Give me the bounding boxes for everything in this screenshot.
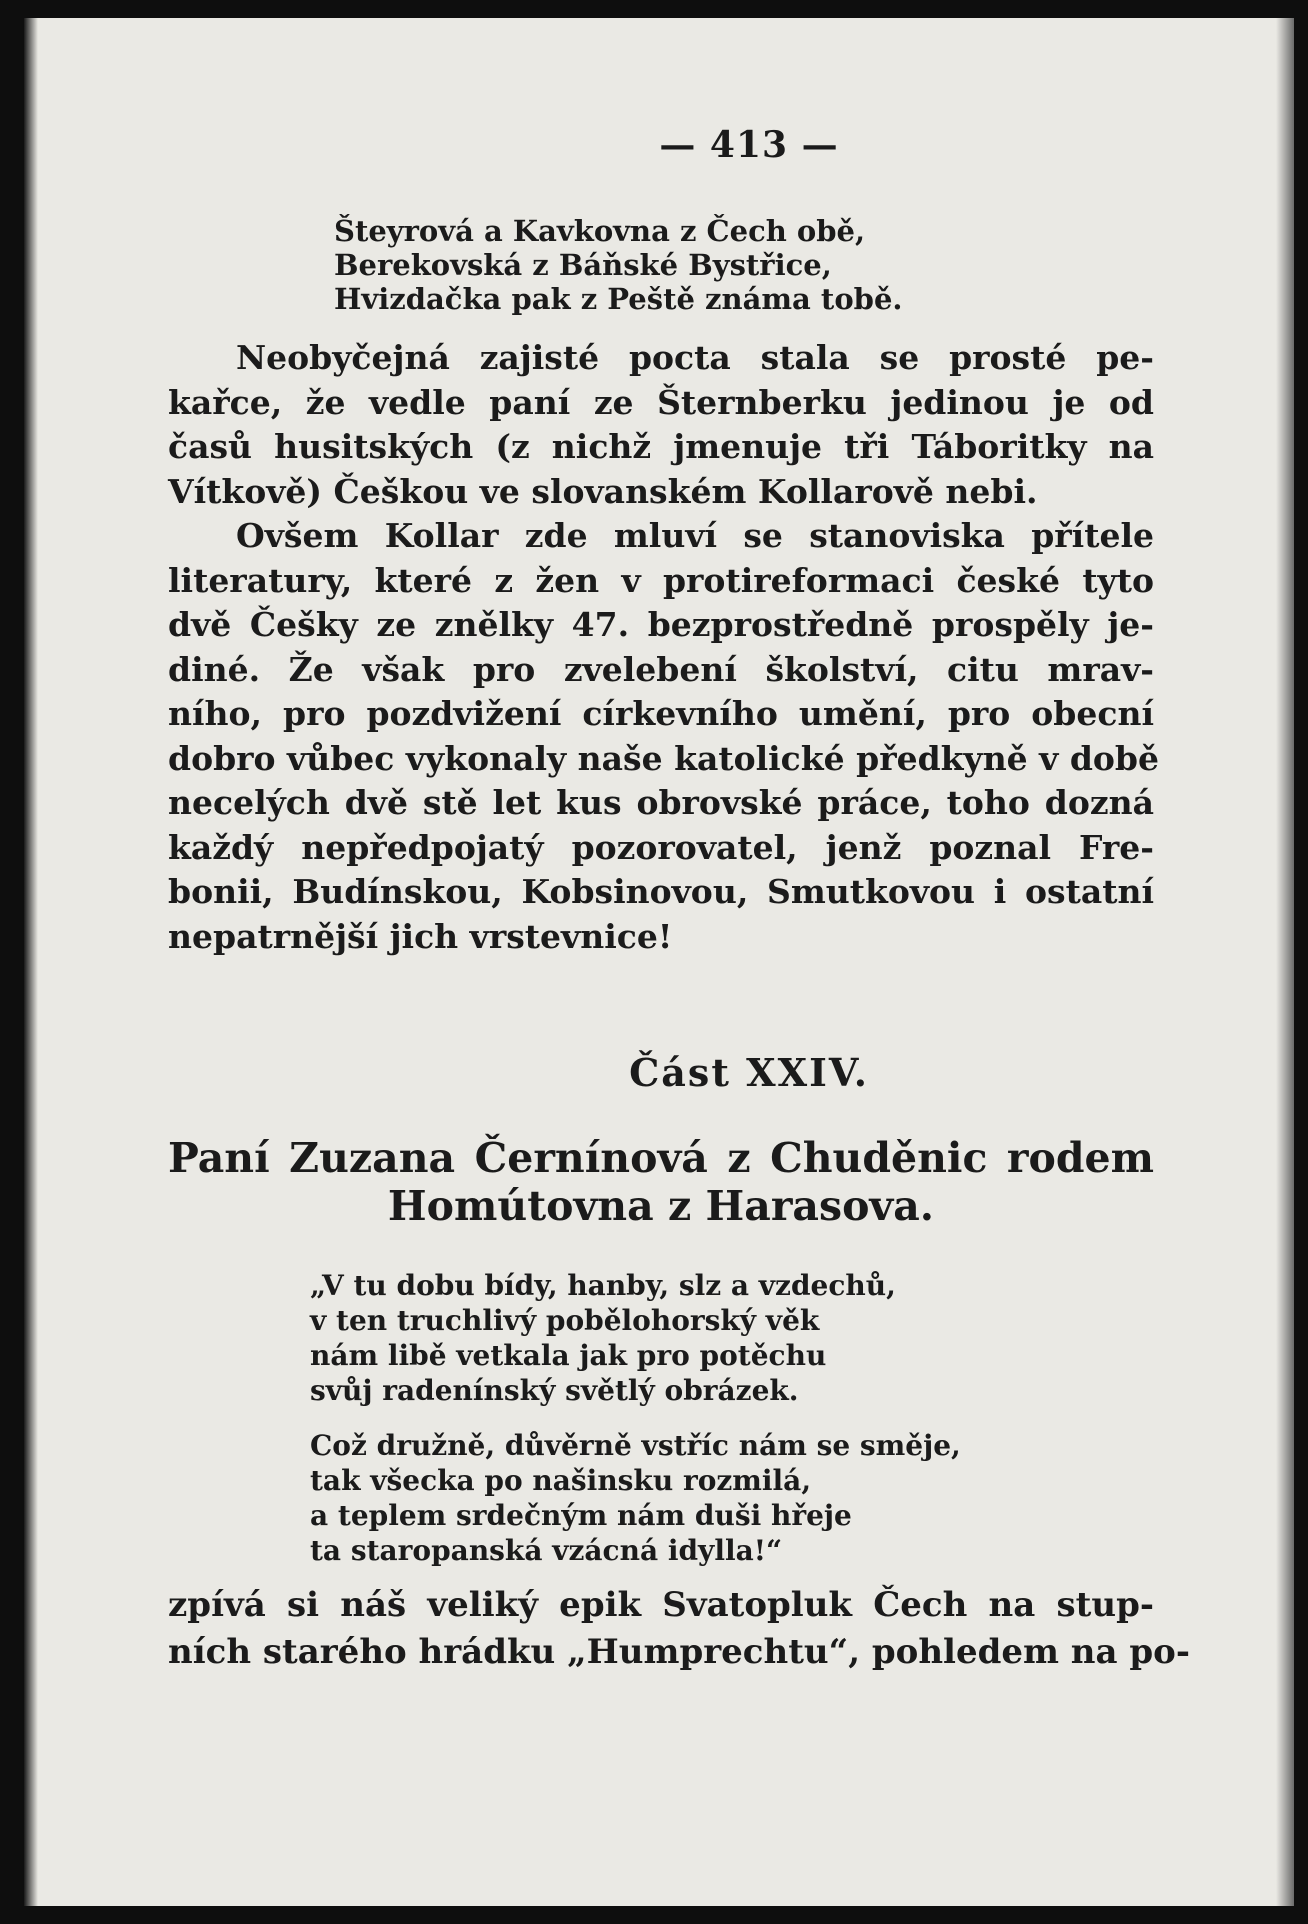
poem-line: nám libě vetkala jak pro potěchu	[310, 1339, 827, 1372]
section-title: Část XXIV.	[629, 1050, 869, 1095]
heading-line: Paní Zuzana Černínová z Chuděnic rodem	[168, 1134, 1154, 1182]
poem-line: Což družně, důvěrně vstříc nám se směje,	[310, 1429, 961, 1462]
text-line: diné. Že však pro zvelebení školství, citu mrav-	[168, 649, 1154, 689]
poem-line: svůj radenínský světlý obrázek.	[310, 1374, 799, 1407]
poem-line: Šteyrová a Kavkovna z Čech obě,	[334, 214, 866, 248]
poem-line: tak všecka po našinsku rozmilá,	[310, 1464, 812, 1497]
text-line: časů husitských (z nichž jmenuje tři Táboritky na	[168, 427, 1154, 466]
text-line: každý nepředpojatý pozorovatel, jenž poznal Fre-	[168, 827, 1154, 867]
text-line: dvě Češky ze znělky 47. bezprostředně prospěly je-	[168, 605, 1154, 644]
text-line: nepatrnější jich vrstevnice!	[168, 916, 673, 956]
text-line: bonii, Budínskou, Kobsinovou, Smutkovou i ostatní	[168, 872, 1154, 911]
chapter-heading	[168, 1134, 1154, 1230]
poem-stanza-1	[310, 1268, 896, 1408]
poem-line: v ten truchlivý pobělohorský věk	[310, 1304, 820, 1337]
text-line: ního, pro pozdvižení církevního umění, pro obecní	[168, 694, 1154, 733]
text-line: Ovšem Kollar zde mluví se stanoviska přítele	[236, 516, 1154, 555]
paragraph-2	[168, 514, 1159, 959]
text-line: necelých dvě stě let kus obrovské práce, toho dozná	[168, 783, 1154, 822]
poem-stanza-2	[310, 1428, 961, 1568]
poem-top	[334, 214, 903, 316]
poem-line: ta staropanská vzácná idylla!“	[310, 1534, 783, 1567]
text-line: literatury, které z žen v protireformaci české tyto	[168, 560, 1154, 600]
text-line: dobro vůbec vykonaly naše katolické předkyně v době	[168, 738, 1159, 778]
poem-line: Berekovská z Báňské Bystřice,	[334, 248, 832, 282]
text-line: Vítkově) Češkou ve slovanském Kollarově nebi.	[168, 471, 1038, 511]
text-line: kařce, že vedle paní ze Šternberku jedinou je od	[168, 382, 1154, 422]
text-line: Neobyčejná zajisté pocta stala se prosté pe-	[236, 338, 1154, 377]
poem-line: „V tu dobu bídy, hanby, slz a vzdechů,	[310, 1269, 896, 1302]
page-number: — 413 —	[659, 124, 839, 166]
paragraph-1	[168, 336, 1154, 514]
book-page	[24, 18, 1294, 1906]
poem-line: Hvizdačka pak z Peště známa tobě.	[334, 282, 903, 316]
text-line: zpívá si náš veliký epik Svatopluk Čech na stup-	[168, 1585, 1154, 1625]
poem-line: a teplem srdečným nám duši hřeje	[310, 1499, 852, 1532]
paragraph-3	[168, 1582, 1190, 1676]
text-line: ních starého hrádku „Humprechtu“, pohledem na po-	[168, 1632, 1190, 1672]
heading-line: Homútovna z Harasova.	[387, 1182, 935, 1230]
